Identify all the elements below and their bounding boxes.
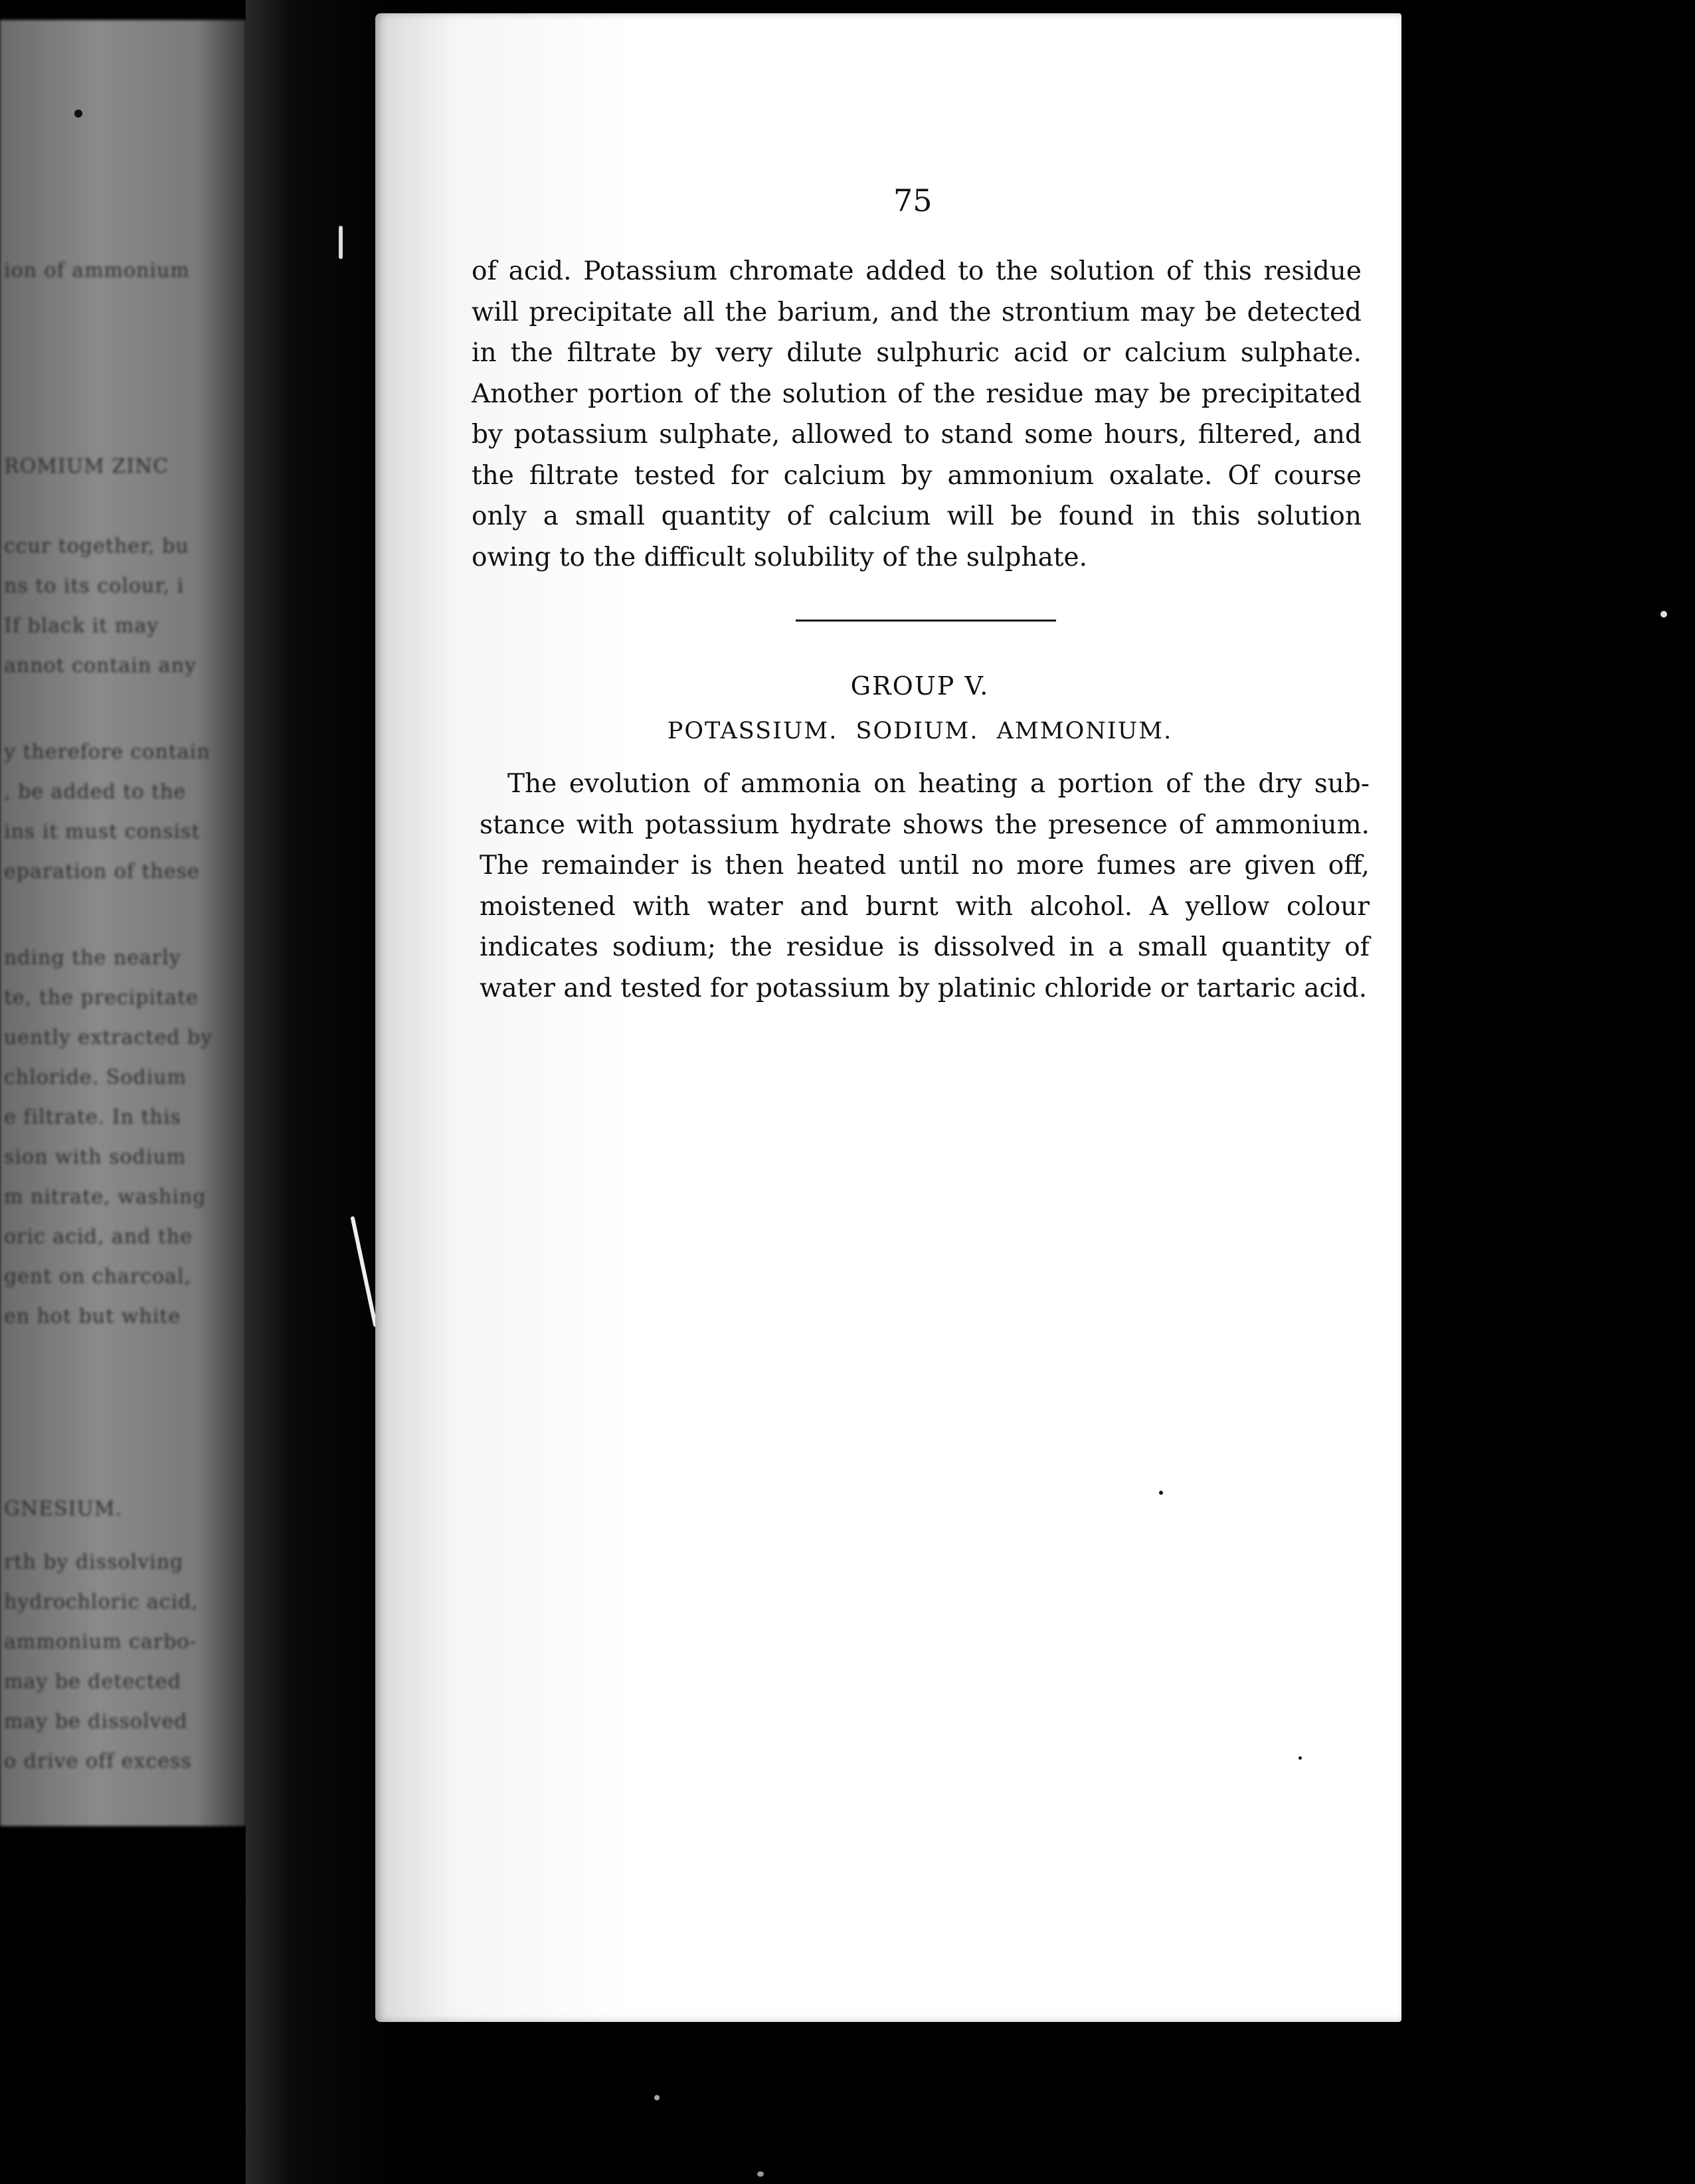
facing-line: gent on charcoal, xyxy=(4,1265,192,1288)
text-line: Another portion of the solution of the residue may be precipitated xyxy=(472,378,1362,409)
facing-line: uently extracted by xyxy=(4,1026,213,1049)
facing-line: ccur together, bu xyxy=(4,535,189,558)
facing-line: GNESIUM. xyxy=(4,1497,123,1521)
facing-line: rth by dissolving xyxy=(4,1551,184,1574)
section-subheading: POTASSIUM. SODIUM. AMMONIUM. xyxy=(667,718,1173,744)
facing-line: hydrochloric acid, xyxy=(4,1590,199,1614)
facing-line: If black it may xyxy=(4,614,159,637)
facing-page xyxy=(0,20,246,1826)
facing-line: m nitrate, washing xyxy=(4,1185,207,1209)
text-line: by potassium sulphate, allowed to stand some hours, filtered, and xyxy=(472,420,1362,450)
text-line: the filtrate tested for calcium by ammonium oxalate. Of course xyxy=(472,460,1362,491)
text-line: The remainder is then heated until no more fumes are given off, xyxy=(480,851,1370,881)
scan-speck xyxy=(339,226,343,259)
facing-line: may be detected xyxy=(4,1670,181,1693)
facing-line: o drive off excess xyxy=(4,1750,192,1773)
text-line: stance with potassium hydrate shows the presence of ammonium. xyxy=(480,809,1370,840)
facing-line: ROMIUM ZINC xyxy=(4,455,169,478)
facing-line: oric acid, and the xyxy=(4,1225,193,1248)
facing-line: sion with sodium xyxy=(4,1145,187,1169)
facing-line: te, the precipitate xyxy=(4,986,199,1009)
facing-line: ion of ammonium xyxy=(4,259,190,282)
paragraph-acid-residue xyxy=(472,251,1362,578)
text-line: in the filtrate by very dilute sulphuric acid or calcium sulphate. xyxy=(472,338,1362,368)
text-line: of acid. Potassium chromate added to the solution of this residue xyxy=(472,256,1362,286)
scan-speck xyxy=(1660,611,1667,618)
facing-line: , be added to the xyxy=(4,780,187,803)
facing-line: may be dissolved xyxy=(4,1710,188,1733)
scan-speck xyxy=(74,110,82,118)
text-line: moistened with water and burnt with alcohol. A yellow colour xyxy=(480,891,1370,922)
facing-line: nding the nearly xyxy=(4,946,181,969)
page-number: 75 xyxy=(893,183,933,218)
page-speck xyxy=(1298,1756,1302,1760)
facing-line: en hot but white xyxy=(4,1305,181,1328)
section-heading: GROUP V. xyxy=(850,671,990,701)
section-divider xyxy=(796,620,1056,622)
facing-line: ammonium carbo- xyxy=(4,1630,197,1653)
text-line: will precipitate all the barium, and the strontium may be detected xyxy=(472,297,1362,327)
text-line: The evolution of ammonia on heating a portion of the dry sub- xyxy=(507,769,1370,799)
facing-line: y therefore contain xyxy=(4,740,211,764)
scan-speck xyxy=(757,2171,764,2177)
facing-line: annot contain any xyxy=(4,654,197,677)
scan-speck xyxy=(654,2095,660,2100)
facing-line: ins it must consist xyxy=(4,820,201,843)
page-speck xyxy=(1159,1491,1163,1495)
text-line: water and tested for potassium by platinic chloride or tartaric acid. xyxy=(480,973,1368,1003)
facing-line: e filtrate. In this xyxy=(4,1106,181,1129)
facing-line: ns to its colour, i xyxy=(4,574,185,598)
facing-line: eparation of these xyxy=(4,860,200,883)
paragraph-group-five xyxy=(480,764,1370,1009)
text-line: indicates sodium; the residue is dissolved in a small quantity of xyxy=(480,932,1370,962)
text-line: only a small quantity of calcium will be found in this solution xyxy=(472,501,1362,531)
text-line: owing to the difficult solubility of the sulphate. xyxy=(472,542,1087,572)
facing-line: chloride. Sodium xyxy=(4,1066,187,1089)
